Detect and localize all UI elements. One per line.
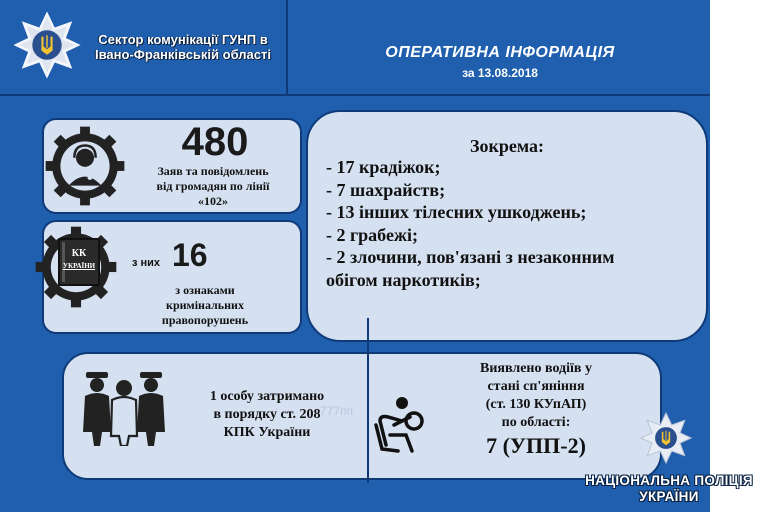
unit-title-line2: Івано-Франківській області bbox=[95, 47, 271, 62]
call-center-operator-icon bbox=[44, 120, 126, 212]
detained-line2: в порядку ст. 208 bbox=[213, 407, 321, 422]
unit-title-line1: Сектор комунікації ГУНП в bbox=[98, 32, 268, 47]
page-title: ОПЕРАТИВНА ІНФОРМАЦІЯ bbox=[385, 44, 615, 61]
list-item: - 7 шахрайств; bbox=[326, 179, 446, 200]
calls-count: 480 bbox=[181, 120, 249, 164]
drivers-line1: Виявлено водіїв у bbox=[480, 361, 592, 376]
ghost-text: 777пп bbox=[320, 404, 354, 418]
footer-line1: НАЦІОНАЛЬНА ПОЛІЦІЯ bbox=[585, 473, 753, 488]
drivers-text bbox=[430, 360, 642, 460]
book-title-line2: УКРАЇНИ bbox=[62, 262, 96, 270]
detained-persons-icon bbox=[80, 370, 168, 446]
footer-brand bbox=[570, 473, 768, 505]
criminal-prefix: з них bbox=[132, 257, 161, 269]
list-item: - 13 інших тілесних ушкоджень; bbox=[326, 202, 587, 222]
detained-line1: 1 особу затримано bbox=[209, 389, 325, 404]
calls-text-line3: «102» bbox=[198, 194, 228, 208]
criminal-text-line2: кримінальних bbox=[166, 298, 244, 312]
drivers-count: 7 (УПП-2) bbox=[486, 433, 586, 458]
detained-line3: КПК України bbox=[223, 425, 311, 440]
police-badge-icon bbox=[640, 412, 692, 464]
criminal-code-book-icon bbox=[58, 238, 100, 286]
criminal-count: 16 bbox=[172, 237, 208, 273]
police-badge-icon bbox=[12, 10, 82, 80]
drivers-line4: по області: bbox=[501, 415, 571, 430]
criminal-text-line1: з ознаками bbox=[175, 283, 235, 297]
drunk-driver-icon bbox=[372, 395, 426, 453]
list-item: - 2 злочини, пов'язані з незаконним bbox=[326, 247, 615, 267]
criminal-description bbox=[120, 283, 290, 328]
book-title-line1: КК bbox=[71, 248, 87, 259]
details-title: Зокрема: bbox=[469, 136, 544, 156]
calls-text-line1: Заяв та повідомлень bbox=[157, 164, 269, 178]
drivers-line3: (ст. 130 КУпАП) bbox=[485, 397, 587, 412]
list-item: - 2 грабежі; bbox=[326, 224, 418, 245]
list-item: обігом наркотиків; bbox=[326, 269, 481, 290]
footer-line2: УКРАЇНИ bbox=[639, 489, 699, 504]
calls-description bbox=[126, 164, 300, 209]
header-underline bbox=[0, 94, 710, 96]
panel-divider bbox=[367, 318, 369, 483]
criminal-text-line3: правопорушень bbox=[161, 313, 249, 327]
list-item: - 17 крадіжок; bbox=[326, 157, 441, 177]
calls-text-line2: від громадян по лінії bbox=[156, 179, 270, 193]
details-list bbox=[326, 156, 701, 291]
drivers-line2: стані сп'яніння bbox=[487, 379, 585, 394]
report-date: за 13.08.2018 bbox=[462, 66, 538, 80]
unit-title bbox=[78, 32, 288, 62]
